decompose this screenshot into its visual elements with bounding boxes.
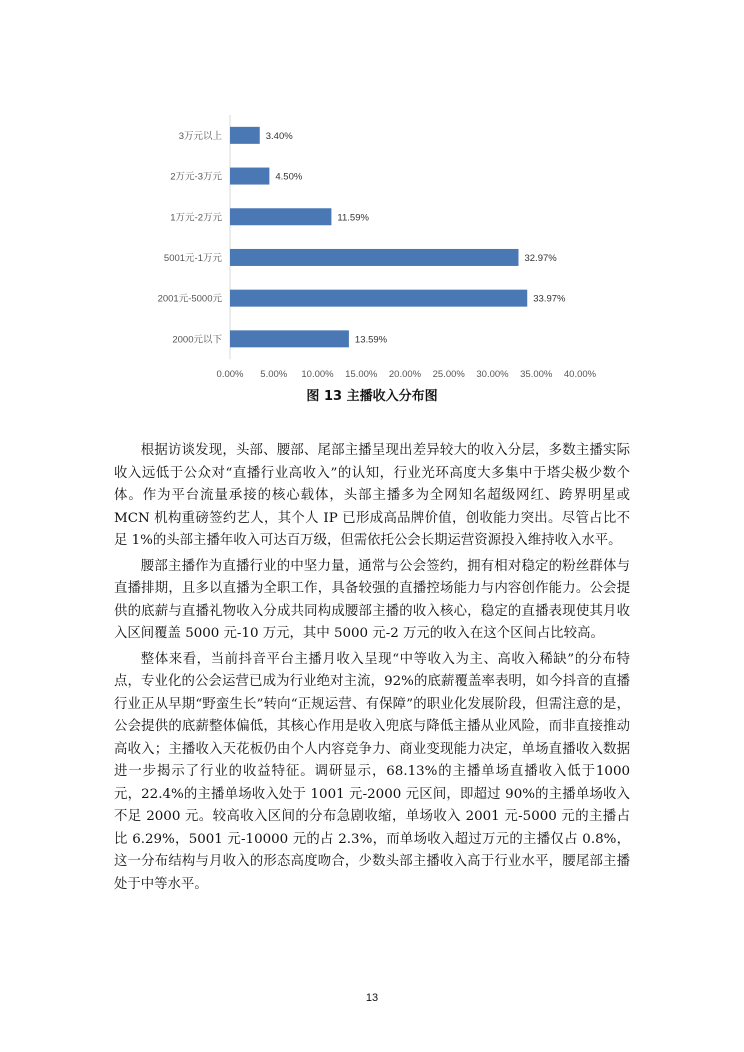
- figure-caption: 图 13 主播收入分布图: [306, 389, 438, 404]
- bar: [230, 330, 349, 347]
- income-distribution-chart: [150, 105, 610, 381]
- body-text: [114, 440, 630, 899]
- bar: [230, 168, 269, 185]
- x-tick-label: 25.00%: [432, 369, 465, 381]
- x-tick-label: 30.00%: [476, 369, 509, 381]
- x-tick-label: 0.00%: [216, 369, 244, 381]
- category-label: 2001元-5000元: [157, 293, 222, 305]
- category-label: 2万元-3万元: [170, 171, 222, 183]
- paragraph-3: 整体来看，当前抖音平台主播月收入呈现“中等收入为主、高收入稀缺”的分布特点，专业化的公会运营已成为行业绝对主流，92%的底薪覆盖率表明，如今抖音的直播行业正从早期“野蛮生长”转向“正规运营、有保障”的职业化发展阶段，但需注意的是，公会提供的底薪整体偏低，其核心作用是收入兜底与降低主播从业风险，而非直接推动高收入；主播收入天花板仍由个人内容竞争力、商业变现能力决定，单场直播收入数据进一步揭示了行业的收益特征。调研显示，68.13%的主播单场直播收入低于1000 元，22.4%的主播单场收入处于 1001 元-2000 元区间，即超过 90%的主播单场收入不足 2000 元。较高收入区间的分布急剧收缩，单场收入 2001 元-5000 元的主播占比 6.29%，5001 元-10000 元的占 2.3%，而单场收入超过万元的主播仅占 0.8%，这一分布结构与月收入的形态高度吻合，少数头部主播收入高于行业水平，腰尾部主播处于中等水平。: [114, 651, 630, 892]
- data-label: 4.50%: [275, 171, 303, 183]
- bar: [230, 249, 518, 266]
- category-label: 1万元-2万元: [170, 212, 222, 224]
- x-tick-label: 10.00%: [301, 369, 334, 381]
- paragraph-1: 根据访谈发现，头部、腰部、尾部主播呈现出差异较大的收入分层，多数主播实际收入远低于公众对“直播行业高收入”的认知，行业光环高度大多集中于塔尖极少数个体。作为平台流量承接的核心载体，头部主播多为全网知名超级网红、跨界明星或MCN 机构重磅签约艺人，其个人 IP 已形成高品牌价值，创收能力突出。尽管占比不足 1%的头部主播年收入可达百万级，但需依托公会长期运营资源投入维持收入水平。: [114, 443, 630, 548]
- x-tick-label: 40.00%: [563, 369, 597, 381]
- data-label: 33.97%: [533, 293, 566, 305]
- bar: [230, 208, 331, 225]
- category-label: 2000元以下: [172, 334, 222, 346]
- data-label: 13.59%: [354, 334, 388, 346]
- x-tick-label: 35.00%: [520, 369, 553, 381]
- data-label: 3.40%: [265, 130, 293, 142]
- bar: [230, 290, 527, 307]
- x-tick-label: 20.00%: [388, 369, 422, 381]
- x-tick-label: 15.00%: [345, 369, 378, 381]
- x-tick-label: 5.00%: [260, 369, 288, 381]
- category-label: 3万元以上: [178, 130, 222, 142]
- data-label: 32.97%: [524, 252, 557, 264]
- category-label: 5001元-1万元: [163, 252, 222, 264]
- data-label: 11.59%: [337, 212, 369, 224]
- page-number: 13: [365, 992, 379, 1004]
- paragraph-2: 腰部主播作为直播行业的中坚力量，通常与公会签约，拥有相对稳定的粉丝群体与直播排期，且多以直播为全职工作，具备较强的直播控场能力与内容创作能力。公会提供的底薪与直播礼物收入分成共同构成腰部主播的收入核心，稳定的直播表现使其月收入区间覆盖 5000 元-10 万元，其中 5000 元-2 万元的收入在这个区间占比较高。: [114, 558, 630, 641]
- bar: [230, 127, 260, 144]
